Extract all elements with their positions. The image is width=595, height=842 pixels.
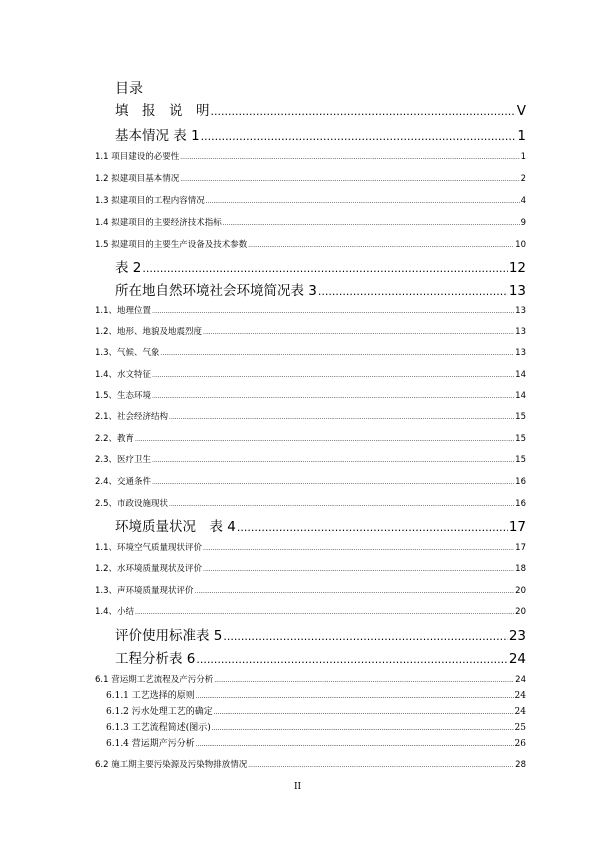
toc-entry[interactable]	[95, 605, 526, 617]
leader-dots	[211, 105, 516, 118]
toc-entry[interactable]	[115, 124, 526, 144]
toc-entry-page: 15	[515, 412, 526, 422]
leader-dots	[237, 521, 508, 534]
toc-entry-page: 1	[517, 128, 526, 144]
toc-entry-text: 1.2、地形、地貌及地震烈度	[95, 327, 203, 337]
toc-entry-page: 10	[515, 240, 526, 250]
toc-entry-page: 15	[515, 455, 526, 465]
toc-entry[interactable]	[115, 256, 526, 276]
toc-entry[interactable]	[95, 562, 526, 574]
toc-entry-text: 1.1 项目建设的必要性	[95, 152, 180, 162]
leader-dots	[201, 130, 517, 143]
toc-entry-text: 6.1.2 污水处理工艺的确定	[106, 707, 213, 717]
toc-entry-text: 填 报 说 明	[115, 103, 210, 119]
toc-entry[interactable]	[106, 688, 526, 701]
toc-entry[interactable]	[115, 279, 526, 299]
toc-entry-text: 6.1.1 工艺选择的原则	[106, 691, 195, 701]
leader-dots	[196, 653, 507, 666]
toc-entry-page: 15	[515, 434, 526, 444]
toc-entry-text: 6.1.4 营运期产污分析	[106, 739, 195, 749]
toc-entry[interactable]	[95, 389, 526, 401]
toc-entry-page: 26	[514, 739, 526, 749]
leader-dots	[195, 588, 515, 595]
toc-entry-text: 1.2、水环境质量现状及评价	[95, 564, 203, 574]
toc-entry-text: 2.2、教育	[95, 434, 135, 444]
toc-entry-text: 1.5 拟建项目的主要生产设备及技术参数	[95, 240, 248, 250]
toc-entry-text: 1.1、环境空气质量现状评价	[95, 543, 203, 553]
toc-entry-page: 28	[515, 760, 526, 770]
toc-entry-text: 1.3 拟建项目的工程内容情况	[95, 196, 205, 206]
toc-entry[interactable]	[95, 304, 526, 316]
toc-entry-page: 1	[520, 152, 526, 162]
leader-dots	[142, 262, 507, 275]
leader-dots	[152, 308, 514, 315]
toc-entry-text: 6.2 施工期主要污染源及污染物排放情况	[95, 760, 248, 770]
toc-entry[interactable]	[95, 584, 526, 596]
leader-dots	[214, 709, 514, 716]
toc-entry-page: 16	[515, 499, 526, 509]
toc-entry-page: V	[516, 103, 526, 119]
toc-entry-page: 18	[515, 564, 526, 574]
leader-dots	[248, 762, 514, 769]
leader-dots	[169, 414, 514, 421]
toc-entry[interactable]	[95, 475, 526, 487]
toc-entry-text: 1.3、气候、气象	[95, 348, 160, 358]
toc-entry[interactable]	[95, 541, 526, 553]
toc-entry[interactable]	[95, 410, 526, 422]
toc-entry[interactable]	[106, 704, 526, 717]
toc-entry-page: 4	[520, 196, 526, 206]
leader-dots	[318, 285, 508, 298]
leader-dots	[212, 725, 514, 732]
toc-entry-page: 13	[508, 283, 526, 299]
toc-entry[interactable]	[95, 432, 526, 444]
toc-entry-page: 24	[508, 651, 526, 667]
toc-entry[interactable]	[95, 453, 526, 465]
toc-entry-page: 24	[514, 707, 526, 717]
toc-entry-page: 2	[520, 174, 526, 184]
toc-entry[interactable]	[95, 325, 526, 337]
toc-entry-text: 2.1、社会经济结构	[95, 412, 169, 422]
toc-entry[interactable]	[95, 758, 526, 770]
toc-entry-text: 基本情况 表 1	[115, 128, 200, 144]
toc-entry-text: 1.4 拟建项目的主要经济技术指标	[95, 218, 222, 228]
leader-dots	[203, 545, 514, 552]
leader-dots	[214, 677, 514, 684]
leader-dots	[152, 457, 514, 464]
leader-dots	[203, 566, 514, 573]
toc-entry-page: 14	[515, 370, 526, 380]
leader-dots	[248, 242, 514, 249]
leader-dots	[196, 693, 514, 700]
toc-entry[interactable]	[95, 497, 526, 509]
toc-entry-text: 工程分析表 6	[115, 651, 196, 667]
toc-entry-page: 25	[514, 723, 526, 733]
leader-dots	[152, 479, 514, 486]
toc-entry[interactable]	[95, 194, 526, 206]
leader-dots	[161, 350, 515, 357]
toc-entry[interactable]	[95, 150, 526, 162]
leader-dots	[135, 436, 514, 443]
toc-entry-text: 环境质量状况 表 4	[115, 519, 236, 535]
leader-dots	[223, 630, 507, 643]
toc-entry-text: 所在地自然环境社会环境简况表 3	[115, 283, 317, 299]
toc-entry[interactable]	[95, 346, 526, 358]
toc-entry-page: 12	[508, 260, 526, 276]
toc-entry-text: 1.1、地理位置	[95, 306, 152, 316]
page-number-footer: II	[293, 782, 302, 792]
toc-entry-page: 13	[515, 327, 526, 337]
toc-entry-page: 17	[515, 543, 526, 553]
toc-entry-text: 2.3、医疗卫生	[95, 455, 152, 465]
toc-entry-text: 1.3、声环境质量现状评价	[95, 586, 194, 596]
toc-entry-page: 16	[515, 477, 526, 487]
toc-entry[interactable]	[115, 624, 526, 644]
toc-entry[interactable]	[106, 720, 526, 733]
toc-entry-page: 13	[515, 348, 526, 358]
toc-title: 目录	[115, 81, 143, 97]
toc-entry-text: 2.4、交通条件	[95, 477, 152, 487]
toc-entry-text: 6.1.3 工艺流程简述(图示)	[106, 723, 211, 733]
leader-dots	[223, 220, 520, 227]
leader-dots	[203, 329, 514, 336]
toc-entry[interactable]	[115, 647, 526, 667]
toc-entry-text: 2.5、市政设施现状	[95, 499, 169, 509]
leader-dots	[196, 741, 514, 748]
toc-entry[interactable]	[95, 368, 526, 380]
toc-entry-text: 表 2	[115, 260, 142, 276]
toc-entry-text: 评价使用标准表 5	[115, 628, 223, 644]
toc-entry-text: 1.4、水文特征	[95, 370, 152, 380]
toc-entry-page: 20	[515, 607, 526, 617]
leader-dots	[152, 372, 514, 379]
toc-entry[interactable]	[95, 216, 526, 228]
toc-entry-text: 1.5、生态环境	[95, 391, 152, 401]
leader-dots	[180, 176, 519, 183]
toc-entry[interactable]	[95, 172, 526, 184]
leader-dots	[180, 154, 519, 161]
toc-entry[interactable]	[95, 238, 526, 250]
leader-dots	[152, 393, 514, 400]
toc-entry-page: 24	[514, 691, 526, 701]
toc-entry-text: 1.2 拟建项目基本情况	[95, 174, 180, 184]
toc-entry[interactable]	[95, 673, 526, 685]
toc-entry[interactable]	[115, 515, 526, 535]
leader-dots	[206, 198, 520, 205]
toc-entry-page: 23	[508, 628, 526, 644]
toc-entry-page: 20	[515, 586, 526, 596]
toc-entry[interactable]	[106, 736, 526, 749]
leader-dots	[135, 609, 514, 616]
toc-entry-text: 6.1 营运期工艺流程及产污分析	[95, 675, 214, 685]
toc-entry-page: 13	[515, 306, 526, 316]
toc-entry-text: 1.4、小结	[95, 607, 135, 617]
toc-entry-page: 14	[515, 391, 526, 401]
toc-entry[interactable]	[115, 99, 526, 119]
toc-entry-page: 9	[520, 218, 526, 228]
toc-entry-page: 24	[515, 675, 526, 685]
leader-dots	[169, 501, 514, 508]
toc-entry-page: 17	[508, 519, 526, 535]
